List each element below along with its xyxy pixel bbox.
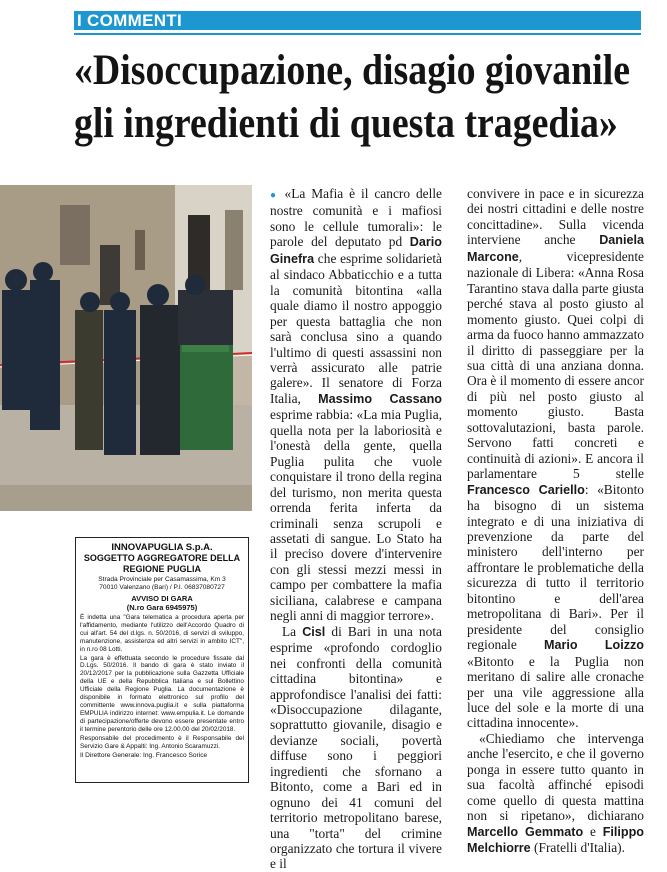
article-paragraph xyxy=(270,624,442,872)
crime-scene-photo xyxy=(0,185,252,511)
person-name: Daniela Marcone xyxy=(467,233,644,264)
article-text: esprime rabbia: «La mia Puglia, quella nota per la laboriosità e l'onestà della gente, quella Puglia pulita che vuole conquistare il trono della regina del turismo, non merita questa orrenda ferita inferta da criminali senza scrupoli e assetati di sangue. Lo Stato ha il preciso dovere d'intervenire con gli stessi mezzi messi in campo per combattere la mafia siciliana, calabrese e campana negli anni di maggior terrore». xyxy=(270,407,442,624)
article-column-2 xyxy=(467,186,644,856)
notice-organization: INNOVAPUGLIA S.p.A. xyxy=(111,542,213,553)
section-divider xyxy=(74,33,641,35)
notice-gara-number: (N.ro Gara 6945975) xyxy=(126,603,198,612)
article-text: La xyxy=(282,623,303,639)
person-name: Massimo Cassano xyxy=(318,391,442,406)
article-column-1 xyxy=(270,186,442,872)
article-text: e xyxy=(583,823,603,839)
notice-paragraph: Responsabile del procedimento è il Responsabile del Servizio Gare & Appalti: Ing. Antonio Scaramuzzi. xyxy=(80,734,244,750)
notice-director: Il Direttore Generale: Ing. Francesco Sorice xyxy=(80,752,208,760)
person-name: Francesco Cariello xyxy=(467,482,585,497)
notice-title: AVVISO DI GARA xyxy=(131,594,193,603)
headline xyxy=(74,44,631,150)
notice-aggregator-1: SOGGETTO AGGREGATORE DELLA xyxy=(83,553,241,563)
headline-line-2: gli ingredienti di questa tragedia» xyxy=(74,100,618,147)
person-name: Filippo Melchiorre xyxy=(467,824,645,856)
headline-line-1: «Disoccupazione, disagio giovanile xyxy=(74,47,631,94)
article-paragraph xyxy=(467,731,644,857)
article-text: «Chiediamo che intervenga anche l'esercito, e che il governo ponga in essere tutto quanto in sua facoltà affinché episodi come quello di questa mattina non si ripetano», dichiarano xyxy=(467,730,644,824)
article-paragraph xyxy=(467,186,644,731)
news-photo xyxy=(0,185,252,511)
article-text: «Bitonto e la Puglia non meritano di salire alle cronache per una vile aggressione alla luce del sole e la morte di una cittadina innocente». xyxy=(467,653,644,731)
organization-name: Cisl xyxy=(302,624,326,639)
notice-paragraph: È indetta una "Gara telematica a procedura aperta per l'affidamento, mediante l'utilizzo dell'Accordo Quadro di cui all'art. 54 del d.lgs. n. 50/2016, di servizi di sviluppo, manutenzione, assistenza ed altri servizi in ambito ICT", in n.ro 08 Lotti. xyxy=(80,614,244,653)
article-text: convivere in pace e in sicurezza dei nostri cittadini e delle nostre concittadine». Sulla vicenda interviene anche xyxy=(467,186,644,248)
notice-paragraph: La gara è effettuata secondo le procedure fissate dal D.Lgs. 50/2016. Il bando di gara è stato inviato il 20/12/2017 per la pubblicazione sulla Gazzetta Ufficiale della UE e della Repubblica Italiana e sul Bollettino Ufficiale della Regione Puglia. La documentazione è disponibile in formato elettronico sul profilo del committente www.innova.puglia.it e sulla piattaforma EMPULIA indirizzo internet: www.empulia.it. Le domande di partecipazione/offerte devono essere presentate entro il termine perentorio delle ore 12.00.00 del 20/02/2018. xyxy=(80,654,244,733)
bullet-icon: ● xyxy=(270,190,279,201)
tender-notice xyxy=(75,537,249,783)
notice-aggregator-2: REGIONE PUGLIA xyxy=(122,563,201,574)
article-text: , vicepresidente nazionale di Libera: «Anna Rosa Tarantino stava dalla parte giusta perché stava al posto giusto al momento giusto. Quei colpi di arma da fuoco hanno ammazzato il diritto di passeggiare per la sua città di una anziana donna. Ora è il momento di essere ancor di più nel posto giusto al momento giusto. Basta sottovalutazioni, basta parole. Servono fatti concreti e continuità di azioni». E ancora il parlamentare 5 stelle xyxy=(467,248,644,482)
article-text: di Bari in una nota esprime «profondo cordoglio nei confronti della comunità cittadina bitontina» e approfondisce l'analisi dei fatti: «Disoccupazione dilagante, soprattutto giovanile, disagio e devianze sociali, povertà diffuse sono i peggiori ingredienti che sfornano a Bitonto, come a Bari ed in ognuno dei 41 comuni del territorio metropolitano barese, una "torta" del crimine organizzato che tortura il vivere e il xyxy=(270,623,442,872)
notice-body xyxy=(80,614,244,750)
article-text: : «Bitonto ha bisogno di un sistema integrato e di una iniziativa di prevenzione da parte del ministero dell'interno per affrontare le problematiche della sicurezza di tutto il territorio bitontino e dell'area metropolitana di Bari». Per il presidente del consiglio regionale xyxy=(467,481,644,653)
article-text: (Fratelli d'Italia). xyxy=(530,840,625,856)
person-name: Mario Loizzo xyxy=(543,638,644,653)
notice-address-1: Strada Provinciale per Casamassima, Km 3 xyxy=(98,576,226,583)
notice-address-2: 70010 Valenzano (Bari) / P.I. 06837080727 xyxy=(99,584,225,591)
article-text: «La Mafia è il cancro delle nostre comunità e i mafiosi sono le cellule tumorali»: le parole del deputato pd xyxy=(270,186,442,250)
section-label: I COMMENTI xyxy=(74,11,641,30)
article-paragraph xyxy=(270,186,442,624)
person-name: Marcello Gemmato xyxy=(467,824,584,839)
person-name: Dario Ginefra xyxy=(270,235,442,266)
article-text: che esprime solidarietà al sindaco Abbaticchio e a tutta la comunità bitontina «alla quale diamo il nostro appoggio per questa battaglia che non sarà conclusa sino a quando l'ultimo di questi assassini non verrà assicurato alle patrie galere». Il senatore di Forza Italia, xyxy=(270,250,442,406)
